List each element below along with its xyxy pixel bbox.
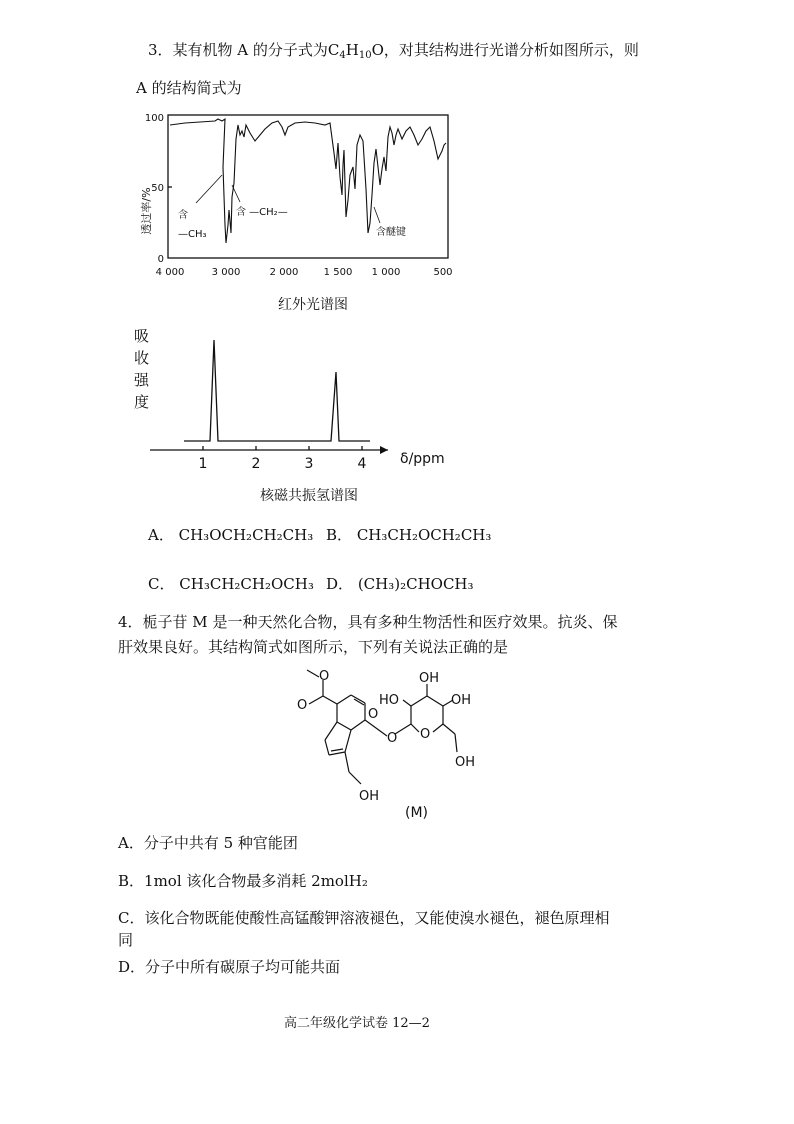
nmr-x-tick-2: 2	[251, 456, 261, 472]
q3-stem-line1	[148, 40, 639, 66]
structure-o-carbonyl: O	[319, 669, 330, 684]
ir-x-tick-3000: 3 000	[211, 267, 241, 278]
structure-oh-5: OH	[359, 789, 380, 804]
q4-stem-line1: 4．栀子苷 M 是一种天然化合物，具有多种生物活性和医疗效果。抗炎、保	[118, 613, 618, 631]
ir-y-tick-100: 100	[144, 113, 164, 124]
q4-option-a: A．分子中共有 5 种官能团	[118, 834, 298, 852]
nmr-caption: 核磁共振氢谱图	[260, 488, 358, 504]
formula-c-sub: 4	[339, 50, 346, 61]
q3-option-c-text: CH₃CH₂CH₂OCH₃	[179, 575, 314, 593]
q3-option-c	[148, 574, 314, 594]
formula-h: H	[345, 41, 359, 59]
q3-option-d-text: (CH₃)₂CHOCH₃	[357, 575, 474, 593]
q3-option-b-text: CH₃CH₂OCH₂CH₃	[356, 526, 492, 544]
structure-label-m: (M)	[405, 805, 429, 821]
nmr-x-label: δ/ppm	[400, 451, 445, 467]
ir-x-tick-1000: 1 000	[371, 267, 401, 278]
ir-spectrum-chart	[130, 105, 470, 285]
ir-x-tick-1500: 1 500	[323, 267, 353, 278]
ir-y-tick-50: 50	[151, 183, 164, 194]
q4-stem-line2: 肝效果良好。其结构简式如图所示，下列有关说法正确的是	[118, 638, 509, 656]
ir-caption: 红外光谱图	[278, 297, 348, 313]
q3-option-d	[326, 574, 474, 594]
q4-option-c-line1: C．该化合物既能使酸性高锰酸钾溶液褪色，又能使溴水褪色，褪色原理相	[118, 909, 610, 927]
nmr-spectrum-chart	[118, 318, 458, 478]
formula-o: O	[371, 41, 384, 59]
structure-bonds	[307, 670, 457, 784]
ir-ann2: 含 —CH₂—	[236, 207, 288, 218]
q3-stem-text-b: ，对其结构进行光谱分析如图所示，则	[383, 41, 639, 59]
structure-o-ester: O	[297, 698, 308, 713]
formula-h-sub: 10	[358, 50, 372, 61]
q3-option-b	[326, 525, 491, 545]
nmr-y-label-char-3: 强	[134, 371, 150, 389]
ir-ann1-line2: —CH₃	[178, 229, 207, 240]
ir-ann3-leader	[374, 207, 380, 223]
structure-oh-4: OH	[455, 755, 476, 770]
nmr-x-tick-1: 1	[198, 456, 208, 472]
q4-option-d: D．分子中所有碳原子均可能共面	[118, 958, 341, 976]
ir-ann1-leader	[196, 175, 222, 203]
structure-oh-2: OH	[419, 671, 440, 686]
ir-ann2-leader	[232, 185, 240, 202]
structure-oh-3: OH	[451, 693, 472, 708]
q4-option-c-line2: 同	[118, 931, 134, 949]
ir-plot-frame	[168, 115, 448, 258]
q3-option-a-label: A．	[148, 526, 174, 544]
nmr-y-label-char-1: 吸	[134, 327, 150, 345]
ir-ann3: 含醚键	[376, 227, 406, 238]
structure-ho-1: HO	[379, 693, 400, 708]
formula-c: C	[327, 41, 340, 59]
nmr-y-label-char-4: 度	[134, 393, 150, 411]
q3-option-c-label: C．	[148, 575, 175, 593]
q3-option-a	[148, 525, 313, 545]
structure-o-ring: O	[368, 707, 379, 722]
ir-x-tick-2000: 2 000	[269, 267, 299, 278]
q3-stem-line2: A 的结构简式为	[136, 79, 242, 97]
nmr-x-tick-3: 3	[304, 456, 314, 472]
geniposide-structure	[285, 662, 500, 824]
ir-y-label: 透过率/%	[140, 187, 153, 235]
ir-y-tick-0: 0	[157, 254, 164, 265]
q3-stem-text-a: 3．某有机物 A 的分子式为	[148, 41, 328, 59]
nmr-y-label-char-2: 收	[134, 349, 150, 367]
nmr-x-tick-4: 4	[357, 456, 367, 472]
ir-spectrum-line	[170, 119, 446, 243]
ir-x-tick-4000: 4 000	[155, 267, 185, 278]
structure-o-glycosidic: O	[387, 731, 398, 746]
page-footer: 高二年级化学试卷 12—2	[284, 1016, 430, 1031]
ir-x-tick-500: 500	[433, 267, 453, 278]
q3-option-a-text: CH₃OCH₂CH₂CH₃	[178, 526, 314, 544]
q3-option-d-label: D．	[326, 575, 354, 593]
nmr-spectrum-line	[184, 340, 370, 441]
ir-ann1-line1: 含	[178, 210, 188, 221]
q4-option-b: B．1mol 该化合物最多消耗 2molH₂	[118, 872, 368, 890]
nmr-x-axis-arrow	[380, 446, 388, 454]
q3-option-b-label: B．	[326, 526, 353, 544]
structure-o-glucose-ring: O	[420, 727, 431, 742]
